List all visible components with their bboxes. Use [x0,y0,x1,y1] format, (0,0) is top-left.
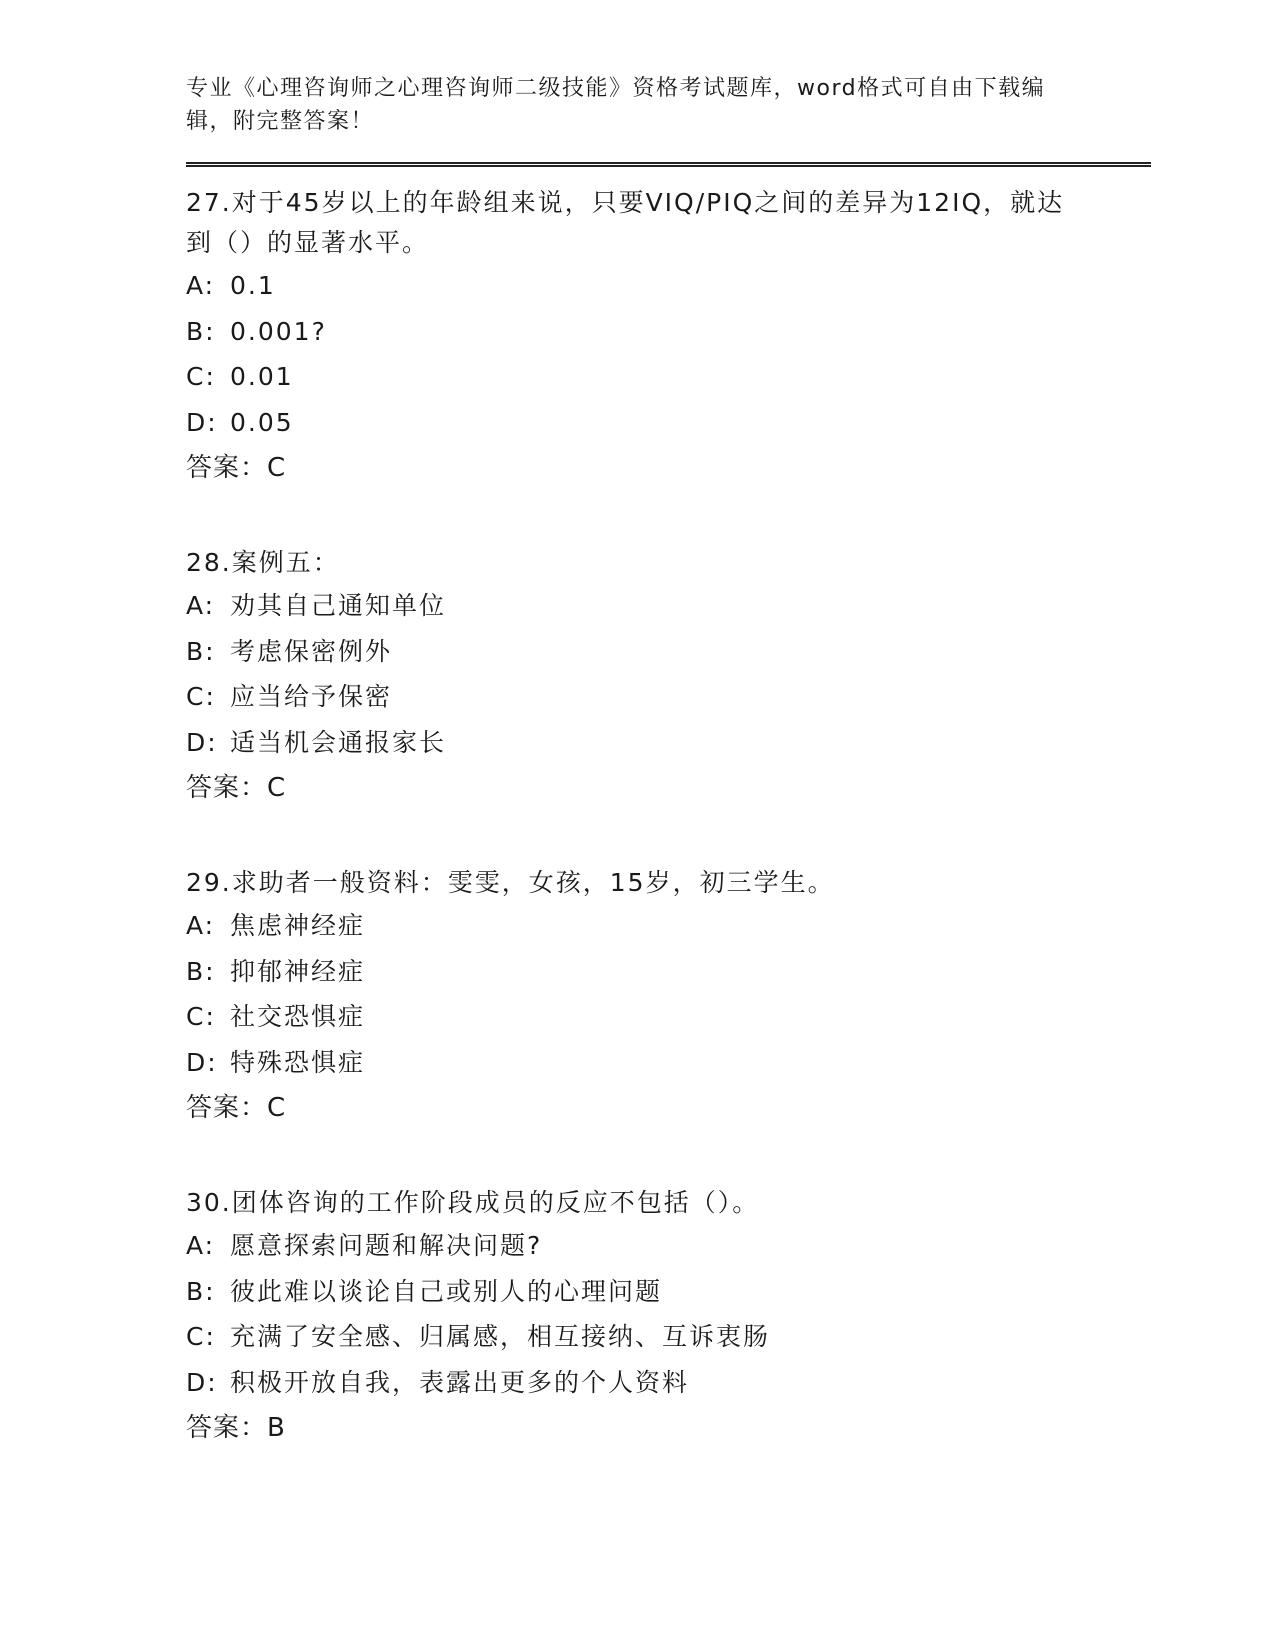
option-letter: C: [186,1002,216,1031]
answer-line: 答案：C [186,453,287,483]
option-a [186,1223,1166,1269]
answer-line: 答案：C [186,773,287,803]
option-letter: C: [186,362,216,391]
option-text: 特殊恐惧症 [230,1047,366,1077]
option-letter: A: [186,911,216,940]
option-b [186,949,1166,995]
option-text: 劝其自己通知单位 [230,591,447,620]
option-d [186,400,1166,446]
option-b [186,309,1166,355]
option-text: 充满了安全感、归属感，相互接纳、互诉衷肠 [230,1322,771,1351]
option-text: 0.1 [230,271,276,300]
option-d [186,1360,1166,1406]
option-c [186,674,1166,720]
option-b [186,629,1166,675]
option-text: 0.01 [230,362,294,391]
option-letter: B: [186,956,216,986]
question-30 [186,1183,1166,1451]
option-text: 抑郁神经症 [230,956,366,986]
option-text: 社交恐惧症 [230,1002,366,1031]
option-text: 适当机会通报家长 [230,727,447,757]
question-28 [186,543,1166,811]
option-text: 应当给予保密 [230,682,393,711]
option-letter: D: [186,407,218,437]
question-stem: 28.案例五： [186,548,340,577]
question-stem: 29.求助者一般资料：雯雯，女孩，15岁，初三学生。 [186,868,835,897]
option-c [186,1314,1166,1360]
option-text: 考虑保密例外 [230,636,393,666]
header-divider [186,162,1151,167]
option-a [186,903,1166,949]
answer-line: 答案：B [186,1413,286,1443]
document-header: 专业《心理咨询师之心理咨询师二级技能》资格考试题库，word格式可自由下载编辑，附完整答案！ [186,76,1046,134]
option-text: 彼此难以谈论自己或别人的心理问题 [230,1276,663,1306]
option-d [186,720,1166,766]
option-letter: D: [186,727,218,757]
option-c [186,994,1166,1040]
option-b [186,1269,1166,1315]
option-letter: B: [186,1276,216,1306]
option-text: 0.001? [230,316,327,346]
option-text: 0.05 [230,407,294,437]
option-letter: D: [186,1047,218,1077]
option-c [186,354,1166,400]
document-page [186,72,1166,1451]
option-letter: A: [186,1231,216,1260]
question-29 [186,863,1166,1131]
option-letter: B: [186,316,216,346]
option-text: 焦虑神经症 [230,911,366,940]
option-text: 积极开放自我，表露出更多的个人资料 [230,1367,690,1397]
question-27 [186,183,1166,491]
option-text: 愿意探索问题和解决问题? [230,1231,543,1260]
option-a [186,583,1166,629]
option-letter: D: [186,1367,218,1397]
option-letter: B: [186,636,216,666]
option-letter: A: [186,591,216,620]
option-d [186,1040,1166,1086]
question-stem: 27.对于45岁以上的年龄组来说，只要VIQ/PIQ之间的差异为12IQ，就达到（）的显著水平。 [186,188,1065,257]
answer-line: 答案：C [186,1093,287,1123]
option-letter: C: [186,1322,216,1351]
option-letter: C: [186,682,216,711]
question-stem: 30.团体咨询的工作阶段成员的反应不包括（）。 [186,1188,760,1217]
option-letter: A: [186,271,216,300]
option-a [186,263,1166,309]
